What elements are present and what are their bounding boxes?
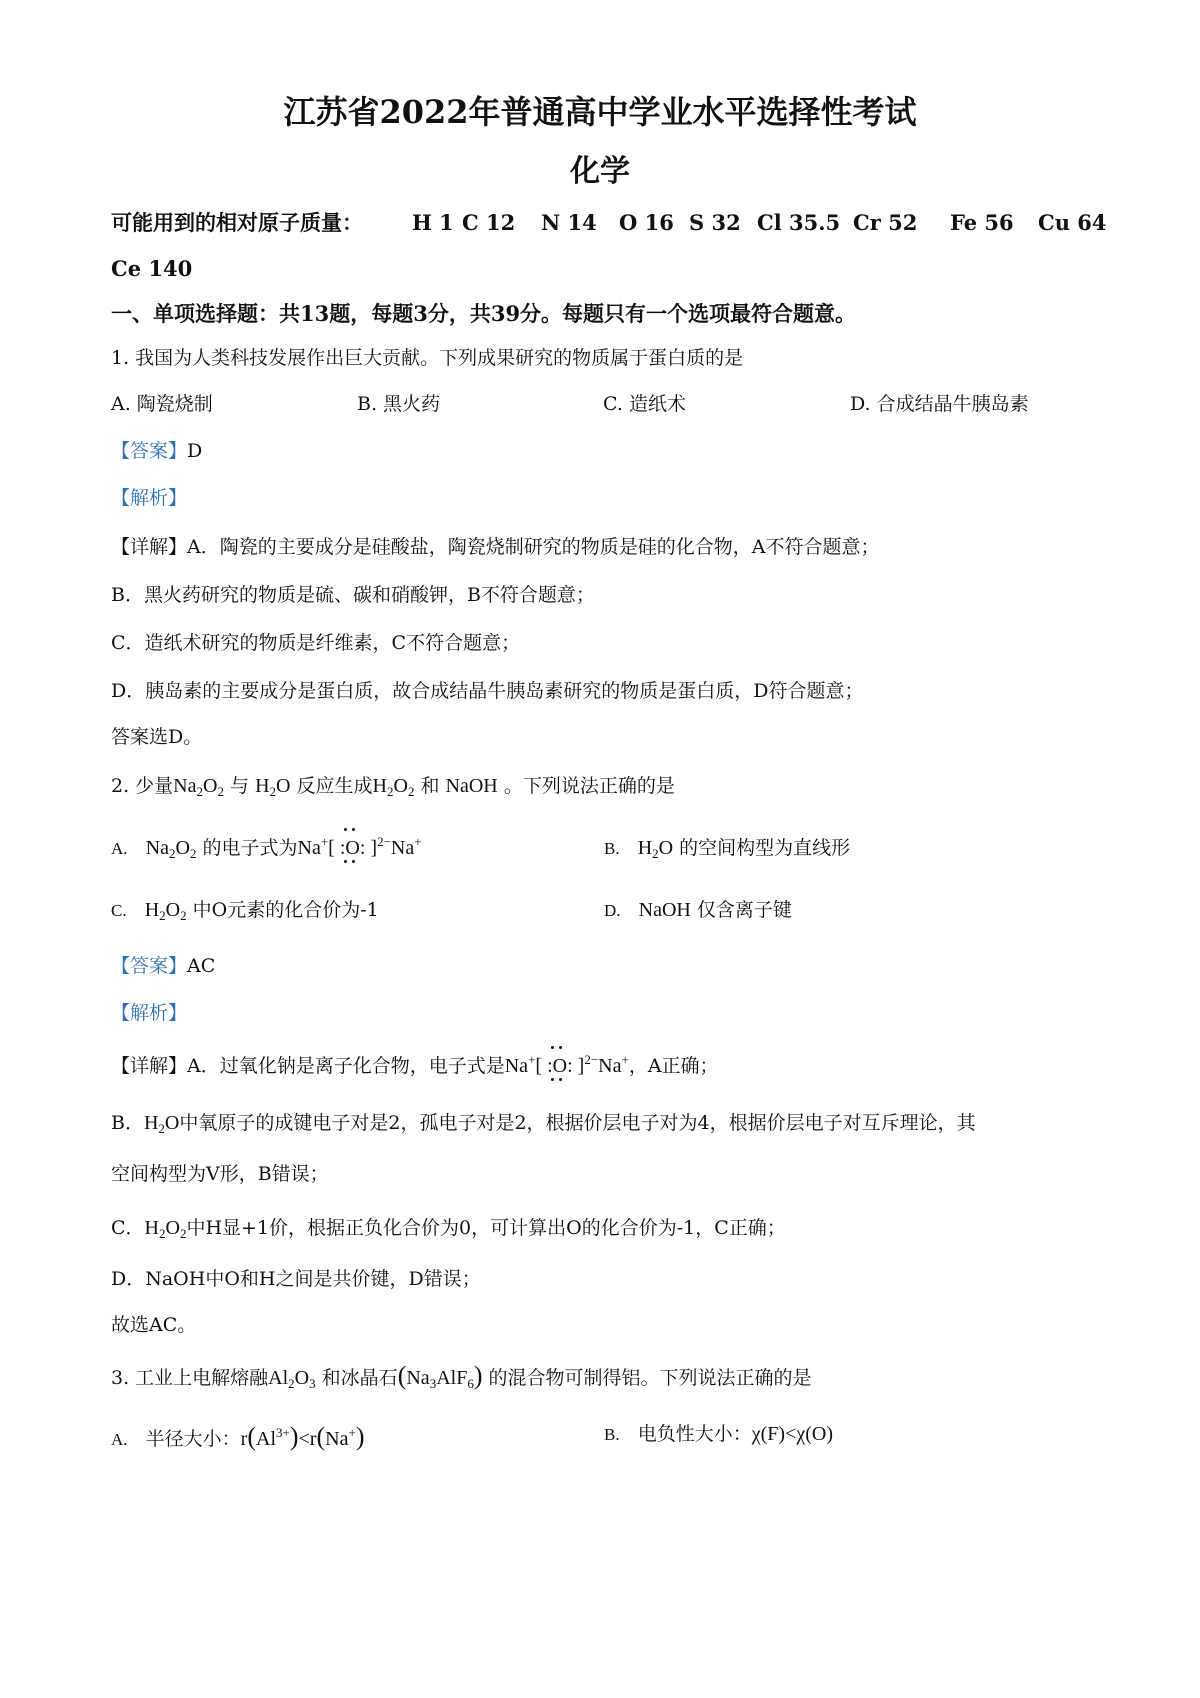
formula-h2o2: $H_2O_2$ (144, 1217, 187, 1241)
q2-option-c-text: 中O元素的化合价为-1 (192, 899, 379, 921)
formula-h2o: $H_2O$ (143, 1112, 180, 1136)
formula-naoh: NaOH (445, 775, 498, 797)
q2-option-c (111, 899, 379, 923)
radius-comparison: $r(Al^{3+})<r(Na^+)$ (240, 1422, 365, 1451)
option-label: D. (604, 901, 621, 920)
atomic-mass-item: O 16 (619, 210, 674, 235)
q2-detail-c (111, 1217, 786, 1241)
q1-answer-value: D (187, 440, 203, 462)
q3-option-a-text: 半径大小： (145, 1428, 241, 1450)
option-label: A. (111, 839, 128, 858)
q2-conclusion: 故选AC。 (111, 1314, 197, 1336)
q1-stem: 1. 我国为人类科技发展作出巨大贡献。下列成果研究的物质属于蛋白质的是 (111, 347, 744, 369)
atomic-mass-item: Cl 35.5 (757, 210, 841, 235)
electronegativity-comparison: χ(F)<χ(O) (751, 1423, 833, 1445)
q3-option-a (111, 1424, 365, 1450)
atomic-mass-item: Fe 56 (950, 210, 1014, 235)
q1-option-d: D. 合成结晶牛胰岛素 (850, 393, 1029, 415)
option-label: B. (604, 839, 620, 858)
q3-stem-text: 和冰晶石 (321, 1367, 398, 1389)
q2-option-d-text: 仅含离子键 (696, 899, 792, 921)
q2-detail-text: ，A正确； (628, 1055, 719, 1077)
atomic-mass-item: N 14 (541, 210, 597, 235)
formula-h2o: $H_2O$ (255, 775, 291, 799)
q1-option-a: A. 陶瓷烧制 (111, 393, 213, 415)
subject-title: 化学 (570, 154, 630, 189)
q2-answer-value: AC (187, 955, 216, 977)
q2-stem (111, 775, 675, 799)
atomic-masses-line (111, 210, 1107, 235)
atomic-mass-item: Cu 64 (1038, 210, 1107, 235)
formula-na3alf6: $Na_3AlF_6$ (406, 1367, 474, 1391)
q3-stem-text: 的混合物可制得铝。下列说法正确的是 (488, 1367, 812, 1389)
atomic-mass-item: C 12 (462, 210, 516, 235)
option-label: B. (604, 1425, 620, 1444)
electron-formula: Na+[ :O: ]$^{2-}$Na+ (505, 1055, 629, 1077)
q3-stem: 3. 工业上电解熔融$Al_2O_3$ 和冰晶石$(Na_3AlF_6)$ 的混合物可制得铝。下列说法正确的是 (111, 1361, 812, 1391)
q2-stem-text: 反应生成 (296, 775, 373, 797)
q2-option-b-text: 的空间构型为直线形 (679, 837, 851, 859)
q2-detail-d: D．NaOH中O和H之间是共价键，D错误； (111, 1268, 481, 1290)
atomic-masses-label: 可能用到的相对原子质量： (111, 210, 363, 235)
q2-option-b (604, 837, 851, 861)
q1-analysis-tag: 【解析】 (111, 487, 188, 509)
q1-detail-line: 【详解】A．陶瓷的主要成分是硅酸盐，陶瓷烧制研究的物质是硅的化合物，A不符合题意； (111, 536, 880, 558)
q2-detail-text: 中H显+1价，根据正负化合价为0，可计算出O的化合价为-1，C正确； (186, 1217, 786, 1239)
q2-answer (111, 957, 215, 976)
q2-stem-text: 与 (230, 775, 250, 797)
q1-conclusion: 答案选D。 (111, 726, 203, 748)
answer-tag: 【答案】 (111, 440, 188, 462)
electron-formula: Na+[ :O: ]$^{2-}$Na+ (298, 837, 422, 859)
option-label: C. (111, 901, 127, 920)
q2-detail-text: 中氧原子的成键电子对是2，孤电子对是2，根据价层电子对为4，根据价层电子对互斥理论，其 (179, 1112, 976, 1134)
atomic-mass-item: Cr 52 (853, 210, 918, 235)
formula-h2o: $H_2O$ (637, 837, 674, 861)
q2-stem-text: 。下列说法正确的是 (503, 775, 675, 797)
q2-stem-text: 和 (420, 775, 440, 797)
q2-detail-text: C． (111, 1217, 145, 1239)
q1-options (111, 395, 1111, 419)
q1-option-c: C. 造纸术 (603, 393, 686, 415)
atomic-mass-item: S 32 (689, 210, 741, 235)
q3-stem-text: 3. 工业上电解熔融 (111, 1367, 269, 1389)
q1-detail-line: B．黑火药研究的物质是硫、碳和硝酸钾，B不符合题意； (111, 584, 595, 606)
option-label: A. (111, 1430, 128, 1449)
q2-detail-text: 【详解】A．过氧化钠是离子化合物，电子式是 (111, 1055, 505, 1077)
formula-na2o2: $Na_2O_2$ (173, 775, 224, 799)
q3-option-b-text: 电负性大小： (637, 1423, 752, 1445)
formula-h2o2: $H_2O_2$ (372, 775, 415, 799)
atomic-mass-overflow: Ce 140 (111, 256, 193, 281)
q1-detail-line: D．胰岛素的主要成分是蛋白质，故合成结晶牛胰岛素研究的物质是蛋白质，D符合题意； (111, 680, 864, 702)
q2-option-d (604, 900, 792, 920)
q2-stem-text: 2. 少量 (111, 775, 174, 797)
formula-naoh: NaOH (638, 899, 691, 921)
q3-option-b (604, 1424, 833, 1444)
formula-al2o3: $Al_2O_3$ (268, 1367, 316, 1391)
q2-detail-b-cont: 空间构型为V形，B错误； (111, 1163, 329, 1185)
q2-analysis-tag: 【解析】 (111, 1002, 188, 1024)
section-heading: 一、单项选择题：共13题，每题3分，共39分。每题只有一个选项最符合题意。 (111, 301, 857, 326)
formula-na2o2: $Na_2O_2$ (145, 837, 197, 861)
page-title: 江苏省2022年普通高中学业水平选择性考试 (283, 93, 917, 131)
q1-answer (111, 442, 202, 461)
q2-option-a (111, 834, 422, 861)
atomic-mass-item: H 1 (412, 210, 454, 235)
q2-option-a-text: 的电子式为 (202, 837, 298, 859)
q2-detail-text: B． (111, 1112, 144, 1134)
formula-h2o2: $H_2O_2$ (144, 899, 187, 923)
q2-detail-a (111, 1052, 719, 1077)
answer-tag: 【答案】 (111, 955, 188, 977)
q1-option-b: B. 黑火药 (357, 393, 441, 415)
q2-detail-b (111, 1112, 976, 1136)
q1-detail-line: C．造纸术研究的物质是纤维素，C不符合题意； (111, 632, 521, 654)
